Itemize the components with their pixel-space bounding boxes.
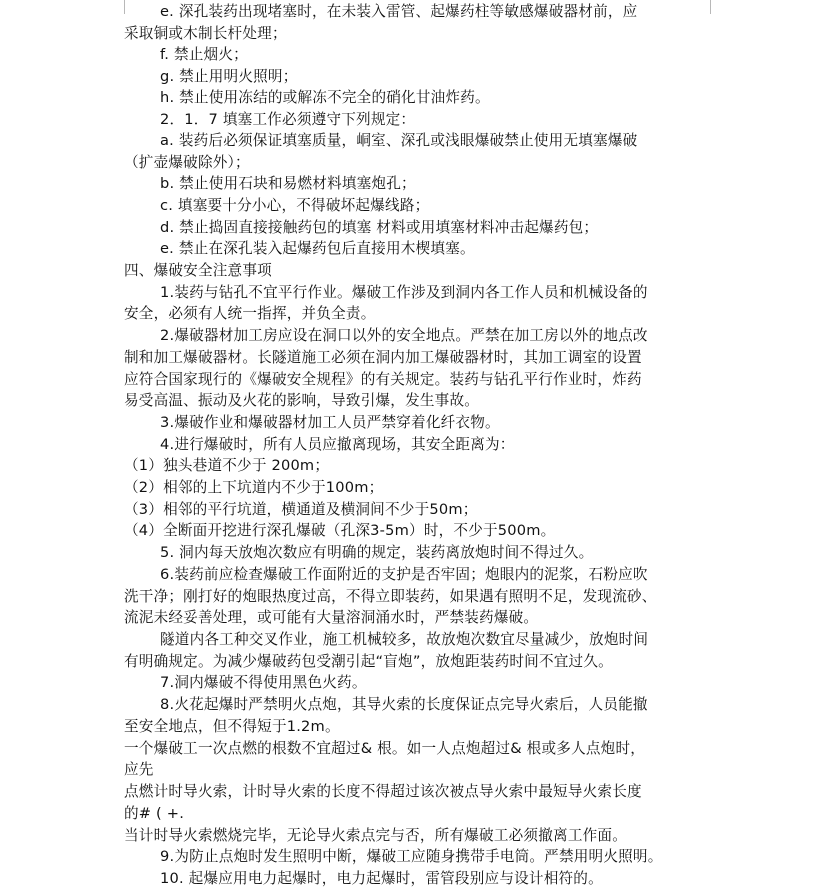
section-heading-safety-notes: 四、爆破安全注意事项 (124, 262, 272, 279)
line-a-stemming-quality: a. 装药后必须保证填塞质量，峒室、深孔或浅眼爆破禁止使用无填塞爆破 (160, 132, 638, 149)
line-2-continuation-b: 应符合国家现行的《爆破安全规程》的有关规定。装药与钻孔平行作业时，炸药 (124, 371, 642, 388)
line-a-continuation: （扩壶爆破除外）； (124, 154, 250, 171)
line-e-deep-hole-blockage: e. 深孔装药出现堵塞时，在未装入雷管、起爆药柱等敏感爆破器材前，应 (160, 3, 638, 20)
line-2-continuation-c: 易受高温、振动及火花的影响，导致引爆，发生事故。 (124, 392, 480, 409)
line-distance-2: （2）相邻的上下坑道内不少于100m； (124, 479, 384, 496)
line-4-evacuation: 4.进行爆破时，所有人员应撤离现场，其安全距离为： (160, 436, 515, 453)
line-timing-fuse-continuation: 的# ( +. (124, 805, 185, 822)
crop-mark-left (124, 0, 125, 14)
line-8-continuation: 至安全地点，但不得短于1.2m。 (124, 718, 340, 735)
line-tunnel-cross-work: 隧道内各工种交叉作业，施工机械较多，故放炮次数宜尽量减少，放炮时间 (160, 631, 649, 648)
line-2-1-7-heading: 2．1．7 填塞工作必须遵守下列规定： (160, 111, 416, 128)
line-fuse-count: 一个爆破工一次点燃的根数不宜超过& 根。如一人点炮超过& 根或多人点炮时， (124, 740, 646, 757)
line-9-flashlight: 9.为防止点炮时发生照明中断，爆破工应随身携带手电筒。严禁用明火照明。 (160, 848, 663, 865)
line-timing-fuse: 点燃计时导火索，计时导火索的长度不得超过该次被点导火索中最短导火索长度 (124, 783, 642, 800)
line-10-partial: 10. 起爆应用电力起爆时，电力起爆时，雷管段别应与设计相符的。 (160, 870, 603, 887)
line-distance-4: （4）全断面开挖进行深孔爆破（孔深3-5m）时，不少于500m。 (124, 522, 556, 539)
line-tunnel-continuation: 有明确规定。为减少爆破药包受潮引起“盲炮”，放炮距装药时间不宜过久。 (124, 653, 613, 670)
line-f-no-fire: f. 禁止烟火； (160, 46, 248, 63)
line-1-continuation: 安全，必须有人统一指挥，并负全责。 (124, 305, 376, 322)
line-2-continuation-a: 制和加工爆破器材。长隧道施工必须在洞内加工爆破器材时，其加工调室的设置 (124, 349, 642, 366)
crop-mark-right (710, 0, 711, 14)
line-5-blast-frequency: 5. 洞内每天放炮次数应有明确的规定，装药离放炮时间不得过久。 (160, 544, 594, 561)
line-b-no-stones: b. 禁止使用石块和易燃材料填塞炮孔； (160, 175, 416, 192)
line-c-careful-stemming: c. 填塞要十分小心，不得破坏起爆线路； (160, 197, 430, 214)
line-h-frozen-explosive: h. 禁止使用冻结的或解冻不完全的硝化甘油炸药。 (160, 89, 490, 106)
line-7-no-black-powder: 7.洞内爆破不得使用黑色火药。 (160, 674, 367, 691)
line-distance-3: （3）相邻的平行坑道，横通道及横洞间不少于50m； (124, 501, 478, 518)
line-e-no-wooden-wedge: e. 禁止在深孔装入起爆药包后直接用木楔填塞。 (160, 240, 475, 257)
line-e-continuation: 采取铜或木制长杆处理； (124, 25, 287, 42)
line-6-continuation-a: 洗干净；刚打好的炮眼热度过高，不得立即装药，如果遇有照明不足，发现流砂、 (124, 588, 657, 605)
line-2-processing-room: 2.爆破器材加工房应设在洞口以外的安全地点。严禁在加工房以外的地点改 (160, 327, 648, 344)
line-6-check-support: 6.装药前应检查爆破工作面附近的支护是否牢固；炮眼内的泥浆，石粉应吹 (160, 566, 648, 583)
line-6-continuation-b: 流泥未经妥善处理，或可能有大量溶洞涌水时，严禁装药爆破。 (124, 609, 539, 626)
line-distance-1: （1）独头巷道不少于 200m； (124, 457, 330, 474)
line-d-no-tamping: d. 禁止捣固直接接触药包的填塞 材料或用填塞材料冲击起爆药包； (160, 219, 599, 236)
line-8-fuse-length: 8.火花起爆时严禁明火点炮，其导火索的长度保证点完导火索后，人员能撤 (160, 696, 648, 713)
line-fuse-count-continuation: 应先 (124, 761, 154, 778)
line-g-no-open-flame: g. 禁止用明火照明； (160, 68, 298, 85)
line-timing-fuse-finished: 当计时导火索燃烧完毕，无论导火索点完与否，所有爆破工必须撤离工作面。 (124, 827, 627, 844)
line-1-no-parallel-work: 1.装药与钻孔不宜平行作业。爆破工作涉及到洞内各工作人员和机械设备的 (160, 284, 648, 301)
line-3-no-synthetic-clothing: 3.爆破作业和爆破器材加工人员严禁穿着化纤衣物。 (160, 414, 500, 431)
